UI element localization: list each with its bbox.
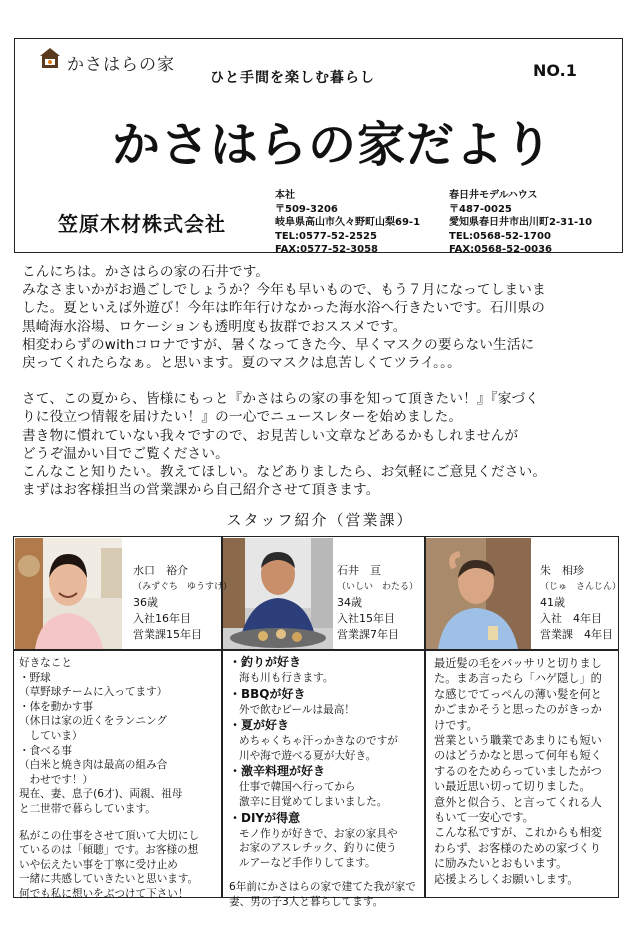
staff-reading: （みずぐち ゆうすけ） bbox=[133, 582, 233, 592]
body-line: ・野球 bbox=[19, 671, 51, 684]
office-name: 春日井モデルハウス bbox=[449, 190, 538, 201]
staff-heading: スタッフ紹介（営業課） bbox=[226, 511, 414, 529]
body-line: わせです！） bbox=[19, 773, 94, 786]
intro-line: みなさまいかがお過ごしでしょうか？今年も早いもので、もう７月になってしまいま bbox=[22, 282, 546, 299]
office-address: 愛知県春日井市出川町2-31-10 bbox=[449, 217, 593, 228]
hobby-heading: ・釣りが好き bbox=[229, 655, 302, 669]
hobby-heading: ・夏が好き bbox=[229, 718, 290, 733]
body-line: 応援よろしくお願いします。 bbox=[434, 872, 579, 886]
body-line: 川や海で遊べる夏が大好き。 bbox=[239, 749, 377, 762]
staff-name: 水口 裕介 bbox=[133, 564, 188, 577]
staff-body-ishii bbox=[229, 654, 416, 910]
staff-photo-ju bbox=[426, 538, 531, 649]
house-logo-icon bbox=[39, 47, 61, 69]
staff-dept: 営業課 4年目 bbox=[540, 628, 613, 641]
row-divider bbox=[222, 649, 425, 651]
body-line: 妻、男の子3人と暮らしてます。 bbox=[229, 895, 384, 908]
body-line: こんな私ですが、これからも相変 bbox=[434, 826, 602, 840]
row-divider bbox=[425, 649, 619, 651]
staff-photo-ishii bbox=[223, 538, 333, 649]
paragraph-gap bbox=[229, 870, 416, 880]
intro-line: どうぞ温かい目でご覧ください。 bbox=[22, 445, 229, 462]
body-line: ・食べる事 bbox=[19, 744, 72, 757]
staff-age: 41歳 bbox=[540, 596, 565, 609]
staff-age: 34歳 bbox=[337, 596, 362, 609]
body-line: 営業という職業であまりにも短い bbox=[434, 734, 602, 748]
body-line: （白米と焼き肉は最高の組み合 bbox=[19, 759, 168, 772]
body-line: 現在、妻、息子(6才)、両親、祖母 bbox=[19, 788, 183, 801]
intro-text bbox=[22, 263, 626, 499]
issue-number: NO.1 bbox=[533, 61, 577, 80]
body-line: と二世帯で暮らしています。 bbox=[19, 802, 156, 815]
hobby-heading: ・DIYが得意 bbox=[229, 810, 301, 825]
staff-name: 朱 相珍 bbox=[540, 564, 584, 577]
row-divider bbox=[13, 649, 222, 651]
staff-age: 36歳 bbox=[133, 596, 158, 609]
company-name: 笠原木材株式会社 bbox=[58, 212, 226, 236]
body-line: もいて一安心です。 bbox=[434, 811, 534, 825]
body-line: に励みたいとおもいます。 bbox=[434, 857, 568, 871]
head-office-block bbox=[275, 189, 420, 257]
body-line: ルアーなど手作りしてます。 bbox=[239, 856, 376, 869]
body-line: するのをためらっていましたがつ bbox=[434, 764, 602, 778]
paragraph-gap bbox=[19, 817, 199, 829]
body-line: い最近思い切って切りました。 bbox=[434, 780, 591, 794]
office-tel: TEL:0568-52-1700 bbox=[449, 230, 551, 242]
body-line: 激辛に目覚めてしまいました。 bbox=[239, 795, 388, 808]
tagline: ひと手間を楽しむ暮らし bbox=[210, 70, 375, 86]
office-zip: 〒509-3206 bbox=[275, 203, 338, 215]
body-line: していま） bbox=[19, 729, 83, 742]
model-house-block bbox=[449, 189, 592, 257]
intro-line: 相変わらずのwithコロナですが、暑くなってきた今、早くマスクの要らない生活に bbox=[22, 336, 535, 353]
hobby-heading: ・BBQが好き bbox=[229, 686, 306, 701]
body-line: 一緒に共感していきたいと思います。 bbox=[19, 873, 199, 886]
body-line: （休日は家の近くをランニング bbox=[19, 715, 168, 728]
office-address: 岐阜県高山市久々野町山梨69-1 bbox=[275, 217, 421, 228]
body-line: 6年前にかさはらの家で建てた我が家で bbox=[229, 881, 416, 894]
body-line: 外で飲むビールは最高！ bbox=[239, 703, 355, 716]
office-zip: 〒487-0025 bbox=[449, 203, 512, 215]
office-tel: TEL:0577-52-2525 bbox=[275, 230, 377, 242]
staff-joined: 入社16年目 bbox=[133, 612, 191, 625]
staff-photo-mizuguchi bbox=[15, 538, 122, 649]
body-line: いや伝えたい事を丁寧に受け止め bbox=[19, 858, 178, 871]
newsletter-title: かさはらの家だより bbox=[112, 117, 554, 173]
office-fax: FAX:0577-52-3058 bbox=[275, 244, 379, 255]
body-line: 最近髪の毛をバッサリと切りまし bbox=[434, 657, 602, 670]
staff-dept: 営業課7年目 bbox=[337, 628, 399, 641]
hobby-heading: ・激辛料理が好き bbox=[229, 764, 326, 779]
body-line: ているのは「傾聴」です。お客様の想 bbox=[19, 844, 199, 857]
intro-line: こんなこと知りたい。教えてほしい。などありましたら、お気軽にご意見ください。 bbox=[22, 464, 547, 481]
body-line: 何でも私に想いをぶつけて下さい！ bbox=[19, 887, 189, 900]
office-name: 本社 bbox=[275, 190, 295, 201]
intro-line: 黒崎海水浴場、ロケーションも透明度も抜群でおススメです。 bbox=[22, 318, 407, 335]
intro-line: まずはお客様担当の営業課から自己紹介させて頂きます。 bbox=[22, 482, 380, 499]
staff-info-ju bbox=[540, 563, 621, 643]
staff-name: 石井 亘 bbox=[337, 564, 381, 577]
staff-reading: （いしい わたる） bbox=[337, 582, 419, 592]
body-line: めちゃくちゃ汗っかきなのですが bbox=[239, 735, 398, 748]
body-line: わらず、お客様のための家づくり bbox=[434, 841, 601, 855]
body-line: 意外と似合う、と言ってくれる人 bbox=[434, 795, 602, 809]
body-line: な感じでてっぺんの薄い髪を何と bbox=[434, 687, 602, 701]
body-line: 私がこの仕事をさせて頂いて大切にし bbox=[19, 829, 200, 842]
logo-text: かさはらの家 bbox=[67, 55, 175, 75]
body-line: のはどうかなと思って何年も短く bbox=[434, 749, 602, 763]
staff-info-mizuguchi bbox=[133, 563, 232, 643]
intro-line: 戻ってくれたらなぁ。と思います。夏のマスクは息苦しくてツライ。。。 bbox=[22, 355, 461, 372]
body-line: かごまかそうと思ったのがきっか bbox=[434, 703, 602, 717]
body-line: ・体を動かす事 bbox=[19, 700, 94, 713]
intro-line: さて、この夏から、皆様にもっと『かさはらの家の事を知って頂きたい！』『家づく bbox=[22, 391, 540, 408]
body-line: 仕事で韓国へ行ってから bbox=[239, 781, 356, 794]
intro-line: こんにちは。かさはらの家の石井です。 bbox=[22, 264, 270, 280]
staff-body-mizuguchi bbox=[19, 656, 199, 902]
staff-reading: （じゅ さんじん） bbox=[540, 582, 622, 592]
intro-line: 書き物に慣れていない我々ですので、お見苦しい文章などあるかもしれませんが bbox=[22, 427, 519, 444]
staff-dept: 営業課15年目 bbox=[133, 628, 202, 641]
staff-joined: 入社15年目 bbox=[337, 612, 395, 625]
body-line: モノ作りが好きで、お家の家具や bbox=[239, 827, 398, 840]
body-line: 好きなこと bbox=[19, 657, 72, 669]
staff-joined: 入社 4年目 bbox=[540, 612, 602, 625]
body-line: （草野球チームに入ってます） bbox=[19, 686, 168, 699]
staff-body-ju bbox=[434, 656, 602, 887]
intro-line: りに役立つ情報を届けたい！』の一心でニュースレターを始めました。 bbox=[22, 409, 463, 426]
intro-line: した。夏といえば外遊び！今年は昨年行けなかった海水浴へ行きたいです。石川県の bbox=[22, 300, 546, 317]
body-line: お家のアスレチック、釣りに使う bbox=[239, 842, 397, 855]
paragraph-gap bbox=[22, 372, 626, 390]
body-line: けです。 bbox=[434, 718, 478, 732]
body-line: 海も川も行きます。 bbox=[239, 672, 334, 684]
body-line: た。まあ言ったら「ハゲ隠し」的 bbox=[434, 672, 602, 686]
office-fax: FAX:0568-52-0036 bbox=[449, 244, 553, 255]
staff-info-ishii bbox=[337, 563, 418, 643]
